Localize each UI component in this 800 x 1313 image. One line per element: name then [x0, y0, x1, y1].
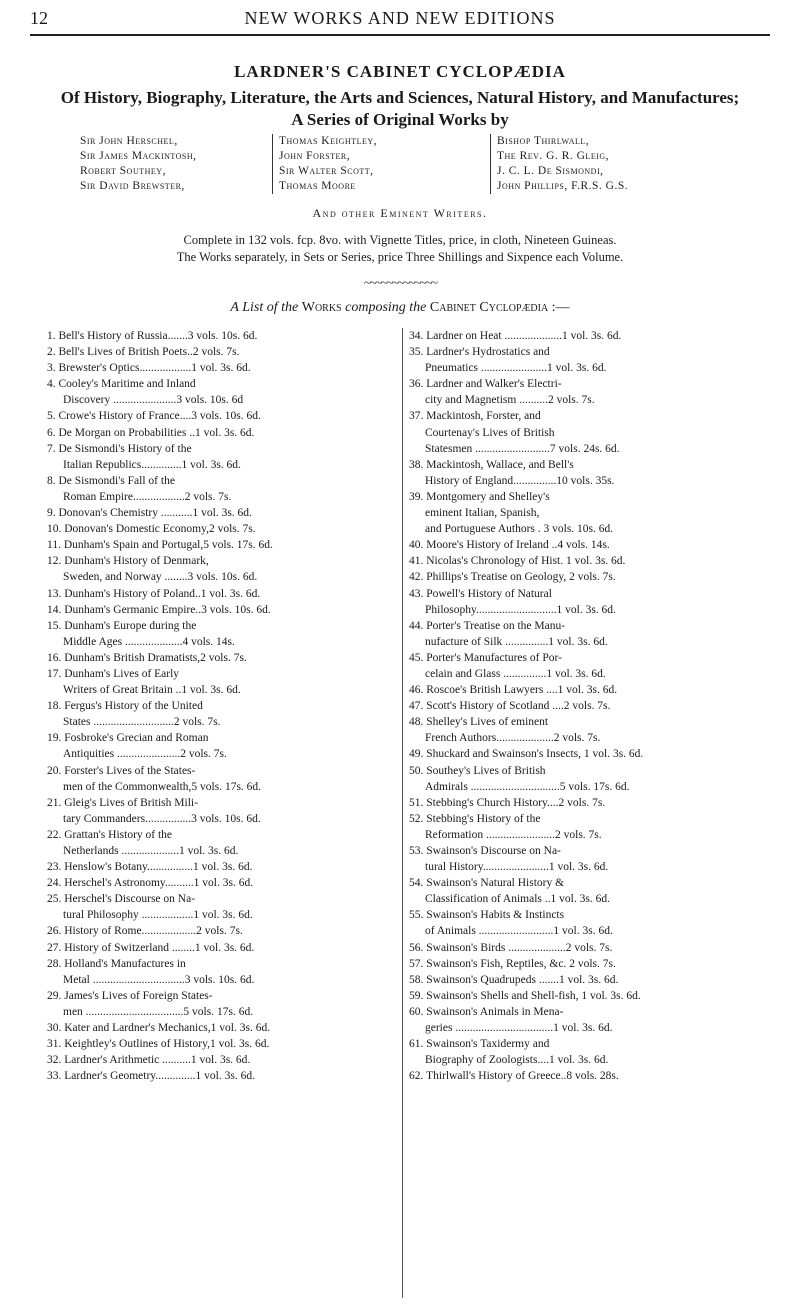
work-entry-line: States ............................2 vols. 7s.	[63, 716, 221, 729]
work-entry-line: 28. Holland's Manufactures in	[47, 957, 186, 970]
work-entry-line: Sweden, and Norway ........3 vols. 10s. 6d.	[63, 571, 258, 584]
work-entry-line: 60. Swainson's Animals in Mena-	[409, 1005, 564, 1018]
list-heading-middle: composing the	[345, 300, 427, 315]
author-list	[80, 134, 720, 202]
main-title: LARDNER'S CABINET CYCLOPÆDIA	[234, 62, 566, 81]
work-entry-line: 15. Dunham's Europe during the	[47, 619, 197, 632]
work-entry-line: tural History.......................1 vol. 3s. 6d.	[425, 861, 609, 874]
work-entry-line: 62. Thirlwall's History of Greece..8 vols. 28s.	[409, 1070, 619, 1083]
work-entry-line: French Authors....................2 vols. 7s.	[425, 732, 601, 745]
author-name: Thomas Keightley,	[279, 135, 378, 147]
work-entry-line: 58. Swainson's Quadrupeds .......1 vol. 3s. 6d.	[409, 973, 619, 986]
work-entry-line: 9. Donovan's Chemistry ...........1 vol. 3s. 6d.	[47, 507, 252, 520]
running-title: NEW WORKS AND NEW EDITIONS	[244, 8, 556, 28]
subtitle: Of History, Biography, Literature, the Arts and Sciences, Natural History, and Manufactures;	[60, 88, 740, 107]
author-name: John Phillips, F.R.S. G.S.	[497, 180, 629, 192]
work-entry-line: Roman Empire..................2 vols. 7s.	[63, 490, 232, 503]
work-entry-line: 44. Porter's Treatise on the Manu-	[409, 619, 566, 632]
running-head	[30, 6, 770, 32]
work-entry-line: 20. Forster's Lives of the States-	[47, 764, 196, 777]
work-entry-line: celain and Glass ...............1 vol. 3s. 6d.	[425, 667, 606, 680]
work-entry-line: Antiquities ......................2 vols. 7s.	[63, 748, 227, 761]
work-entry-line: 57. Swainson's Fish, Reptiles, &c. 2 vols. 7s.	[409, 957, 616, 970]
work-entry-line: 31. Keightley's Outlines of History,1 vol. 3s. 6d.	[47, 1038, 270, 1051]
work-entry-line: Philosophy............................1 vol. 3s. 6d.	[425, 603, 616, 616]
work-entry-line: 24. Herschel's Astronomy..........1 vol. 3s. 6d.	[47, 877, 254, 890]
work-entry-line: 33. Lardner's Geometry..............1 vol. 3s. 6d.	[47, 1070, 255, 1083]
work-entry-line: 35. Lardner's Hydrostatics and	[409, 346, 550, 359]
work-entry-line: 8. De Sismondi's Fall of the	[47, 474, 175, 487]
author-name: John Forster,	[279, 150, 351, 162]
work-entry-line: 32. Lardner's Arithmetic ..........1 vol. 3s. 6d.	[47, 1054, 251, 1067]
complete-line-2: The Works separately, in Sets or Series, price Three Shillings and Sixpence each Volume.	[176, 250, 624, 264]
work-entry-line: Middle Ages ....................4 vols. 14s.	[63, 635, 235, 648]
work-entry-line: 22. Grattan's History of the	[47, 828, 173, 841]
work-entry-line: 52. Stebbing's History of the	[409, 812, 541, 825]
work-entry-line: city and Magnetism ..........2 vols. 7s.	[425, 394, 595, 407]
work-entry-line: Admirals ...............................5 vols. 17s. 6d.	[425, 780, 630, 793]
work-entry-line: 46. Roscoe's British Lawyers ....1 vol. 3s. 6d.	[409, 684, 618, 697]
work-entry-line: 37. Mackintosh, Forster, and	[409, 410, 541, 423]
work-entry-line: of Animals ..........................1 vol. 3s. 6d.	[425, 925, 613, 938]
work-entry-line: Reformation ........................2 vols. 7s.	[425, 828, 602, 841]
work-entry-line: 4. Cooley's Maritime and Inland	[47, 378, 196, 391]
list-heading-cabinet: Cabinet Cyclopædia :—	[429, 300, 570, 315]
work-entry-line: 10. Donovan's Domestic Economy,2 vols. 7s.	[47, 523, 256, 536]
work-entry-line: 2. Bell's Lives of British Poets..2 vols. 7s.	[47, 346, 240, 359]
work-entry-line: 49. Shuckard and Swainson's Insects, 1 vol. 3s. 6d.	[409, 748, 644, 761]
work-entry-line: men ..................................5 vols. 17s. 6d.	[63, 1005, 254, 1018]
work-entry-line: 13. Dunham's History of Poland..1 vol. 3s. 6d.	[47, 587, 261, 600]
work-entry-line: 5. Crowe's History of France....3 vols. 10s. 6d.	[47, 410, 261, 423]
work-entry-line: Writers of Great Britain ..1 vol. 3s. 6d.	[63, 684, 241, 697]
work-entry-line: Classification of Animals ..1 vol. 3s. 6d.	[425, 893, 610, 906]
work-entry-line: 21. Gleig's Lives of British Mili-	[47, 796, 198, 809]
work-entry-line: 55. Swainson's Habits & Instincts	[409, 909, 565, 922]
list-heading	[0, 300, 800, 316]
work-entry-line: 42. Phillips's Treatise on Geology, 2 vols. 7s.	[409, 571, 616, 584]
author-name: Thomas Moore	[279, 180, 356, 192]
works-list-left	[47, 328, 377, 1084]
list-heading-prefix: A List of the	[230, 300, 299, 315]
work-entry-line: 6. De Morgan on Probabilities ..1 vol. 3s. 6d.	[47, 426, 255, 439]
work-entry-line: 45. Porter's Manufactures of Por-	[409, 651, 562, 664]
work-entry-line: 14. Dunham's Germanic Empire..3 vols. 10s. 6d.	[47, 603, 271, 616]
author-name: Sir David Brewster,	[80, 180, 185, 192]
work-entry-line: geries ..................................1 vol. 3s. 6d.	[425, 1022, 613, 1035]
work-entry-line: 29. James's Lives of Foreign States-	[47, 989, 213, 1002]
work-entry-line: 54. Swainson's Natural History &	[409, 877, 565, 890]
work-entry-line: 16. Dunham's British Dramatists,2 vols. 7s.	[47, 651, 247, 664]
work-entry-line: nufacture of Silk ...............1 vol. 3s. 6d.	[425, 635, 608, 648]
work-entry-line: 61. Swainson's Taxidermy and	[409, 1038, 550, 1051]
work-entry-line: 39. Montgomery and Shelley's	[409, 490, 550, 503]
work-entry-line: men of the Commonwealth,5 vols. 17s. 6d.	[63, 780, 262, 793]
work-entry-line: Courtenay's Lives of British	[425, 426, 555, 439]
work-entry-line: 48. Shelley's Lives of eminent	[409, 716, 549, 729]
author-name: Sir James Mackintosh,	[80, 150, 197, 162]
work-entry-line: 27. History of Switzerland ........1 vol. 3s. 6d.	[47, 941, 255, 954]
complete-line-1: Complete in 132 vols. fcp. 8vo. with Vignette Titles, price, in cloth, Nineteen Guineas.	[183, 233, 617, 247]
works-list-right	[402, 328, 749, 1298]
subtitle-series: A Series of Original Works by	[291, 110, 509, 129]
work-entry-line: Biography of Zoologists....1 vol. 3s. 6d.	[425, 1054, 609, 1067]
author-name: Sir John Herschel,	[80, 135, 178, 147]
work-entry-line: 47. Scott's History of Scotland ....2 vols. 7s.	[409, 700, 611, 713]
work-entry-line: 51. Stebbing's Church History....2 vols. 7s.	[409, 796, 606, 809]
work-entry-line: 23. Henslow's Botany................1 vol. 3s. 6d.	[47, 861, 253, 874]
work-entry-line: 53. Swainson's Discourse on Na-	[409, 845, 561, 857]
author-column-3	[490, 134, 727, 194]
work-entry-line: 56. Swainson's Birds ....................2 vols. 7s.	[409, 941, 613, 954]
work-entry-line: 34. Lardner on Heat ....................1 vol. 3s. 6d.	[409, 330, 622, 342]
work-entry-line: Discovery ......................3 vols. 10s. 6d	[63, 394, 244, 407]
work-entry-line: 19. Fosbroke's Grecian and Roman	[47, 732, 209, 745]
work-entry-line: Netherlands ....................1 vol. 3s. 6d.	[63, 845, 239, 857]
author-name: Bishop Thirlwall,	[497, 135, 590, 147]
work-entry-line: 7. De Sismondi's History of the	[47, 442, 192, 455]
author-name: J. C. L. De Sismondi,	[497, 165, 604, 177]
work-entry-line: 38. Mackintosh, Wallace, and Bell's	[409, 458, 574, 471]
work-entry-line: 3. Brewster's Optics..................1 vol. 3s. 6d.	[47, 362, 251, 375]
ornament-divider: ~~~~~~~~~~~~~	[363, 276, 437, 291]
work-entry-line: 36. Lardner and Walker's Electri-	[409, 378, 562, 391]
work-entry-line: Pneumatics .......................1 vol. 3s. 6d.	[425, 362, 607, 375]
author-name: Robert Southey,	[80, 165, 166, 177]
work-entry-line: Statesmen ..........................7 vols. 24s. 6d.	[425, 442, 620, 455]
work-entry-line: 41. Nicolas's Chronology of Hist. 1 vol. 3s. 6d.	[409, 555, 626, 568]
work-entry-line: and Portuguese Authors . 3 vols. 10s. 6d.	[425, 523, 614, 536]
work-entry-line: 25. Herschel's Discourse on Na-	[47, 893, 196, 906]
work-entry-line: 18. Fergus's History of the United	[47, 700, 203, 713]
author-column-2	[272, 134, 479, 194]
work-entry-line: 50. Southey's Lives of British	[409, 764, 546, 777]
page-number: 12	[30, 8, 48, 28]
work-entry-line: tural Philosophy ..................1 vol. 3s. 6d.	[63, 909, 253, 922]
author-name: Sir Walter Scott,	[279, 165, 374, 177]
work-entry-line: Italian Republics..............1 vol. 3s. 6d.	[63, 458, 241, 471]
header-rule	[30, 34, 770, 36]
work-entry-line: eminent Italian, Spanish,	[425, 507, 540, 520]
work-entry-line: 1. Bell's History of Russia.......3 vols. 10s. 6d.	[47, 330, 258, 342]
work-entry-line: History of England...............10 vols. 35s.	[425, 474, 615, 487]
work-entry-line: 43. Powell's History of Natural	[409, 587, 552, 600]
list-heading-works: Works	[301, 300, 342, 315]
work-entry-line: 59. Swainson's Shells and Shell-fish, 1 vol. 3s. 6d.	[409, 989, 641, 1002]
work-entry-line: 12. Dunham's History of Denmark,	[47, 555, 209, 568]
work-entry-line: 26. History of Rome...................2 vols. 7s.	[47, 925, 243, 938]
work-entry-line: 11. Dunham's Spain and Portugal,5 vols. 17s. 6d.	[47, 539, 273, 552]
complete-text	[0, 232, 800, 266]
work-entry-line: Metal ................................3 vols. 10s. 6d.	[63, 973, 255, 986]
other-writers: And other Eminent Writers.	[312, 206, 488, 220]
work-entry-line: tary Commanders................3 vols. 10s. 6d.	[63, 812, 261, 825]
work-entry-line: 17. Dunham's Lives of Early	[47, 667, 180, 680]
author-name: The Rev. G. R. Gleig,	[497, 150, 610, 162]
work-entry-line: 30. Kater and Lardner's Mechanics,1 vol. 3s. 6d.	[47, 1022, 271, 1035]
work-entry-line: 40. Moore's History of Ireland ..4 vols. 14s.	[409, 539, 610, 552]
author-column-1	[80, 134, 260, 194]
